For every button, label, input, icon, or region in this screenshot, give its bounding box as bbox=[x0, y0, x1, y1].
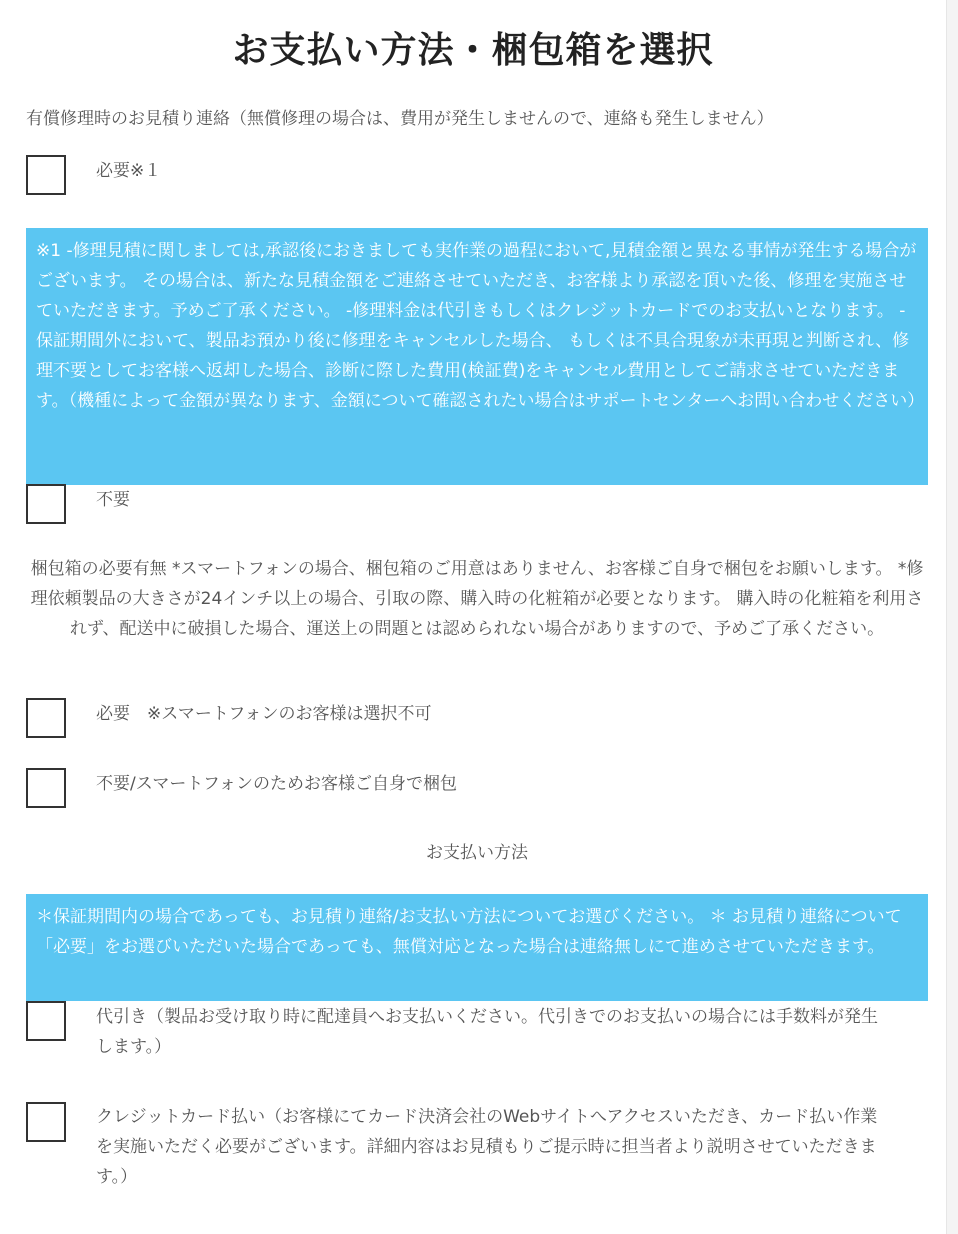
estimate-required-label: 必要※１ bbox=[96, 161, 162, 181]
estimate-question-label: 有償修理時のお見積り連絡（無償修理の場合は、費用が発生しませんので、連絡も発生しません） bbox=[26, 109, 774, 129]
payment-card-checkbox[interactable] bbox=[26, 1102, 66, 1142]
packaging-self-label: 不要/スマートフォンのためお客様ご自身で梱包 bbox=[96, 774, 458, 794]
payment-notice-box: ＊保証期間内の場合であっても、お見積り連絡/お支払い方法についてお選びください。 ＊ お見積り連絡について「必要」をお選びいただいた場合であっても、無償対応となった場合は連絡無しにて進めさせていただきます。 bbox=[26, 894, 928, 1001]
packaging-self-checkbox[interactable] bbox=[26, 768, 66, 808]
estimate-required-checkbox[interactable] bbox=[26, 155, 66, 195]
right-page-edge bbox=[946, 0, 958, 1234]
packaging-required-checkbox[interactable] bbox=[26, 698, 66, 738]
packaging-description: 梱包箱の必要有無 *スマートフォンの場合、梱包箱のご用意はありません、お客様ご自身で梱包をお願いします。 *修理依頼製品の大きさが24インチ以上の場合、引取の際、購入時の化粧箱が必要となります。 購入時の化粧箱を利用されず、配送中に破損した場合、運送上の問題とは認められない場合がありますので、予めご了承ください。 bbox=[30, 559, 924, 639]
payment-cod-checkbox[interactable] bbox=[26, 1001, 66, 1041]
estimate-not-required-label: 不要 bbox=[96, 490, 130, 510]
estimate-notice-box: ※1 -修理見積に関しましては,承認後におきましても実作業の過程において,見積金額と異なる事情が発生する場合がございます。 その場合は、新たな見積金額をご連絡させていただき、お客様より承認を頂いた後、修理を実施させていただきます。予めご了承ください。 -修理料金は代引きもしくはクレジットカードでのお支払いとなります。 -保証期間外において、製品お預かり後に修理をキャンセルした場合、 もしくは不具合現象が未再現と判断され、修理不要としてお客様へ返却した場合、診断に際した費用(検証費)をキャンセル費用としてご請求させていただきます。（機種によって金額が異なります、金額について確認されたい場合はサポートセンターへお問い合わせください） bbox=[26, 228, 928, 485]
payment-heading: お支払い方法 bbox=[426, 843, 528, 863]
page-title: お支払い方法・梱包箱を選択 bbox=[232, 30, 714, 71]
payment-cod-label: 代引き（製品お受け取り時に配達員へお支払いください。代引きでのお支払いの場合には手数料が発生します。） bbox=[96, 1007, 878, 1057]
packaging-required-label: 必要 ※スマートフォンのお客様は選択不可 bbox=[96, 704, 432, 724]
estimate-not-required-checkbox[interactable] bbox=[26, 484, 66, 524]
payment-card-label: クレジットカード払い（お客様にてカード決済会社のWebサイトへアクセスいただき、カード払い作業を実施いただく必要がございます。詳細内容はお見積もりご提示時に担当者より説明させていただきます。） bbox=[96, 1107, 878, 1187]
